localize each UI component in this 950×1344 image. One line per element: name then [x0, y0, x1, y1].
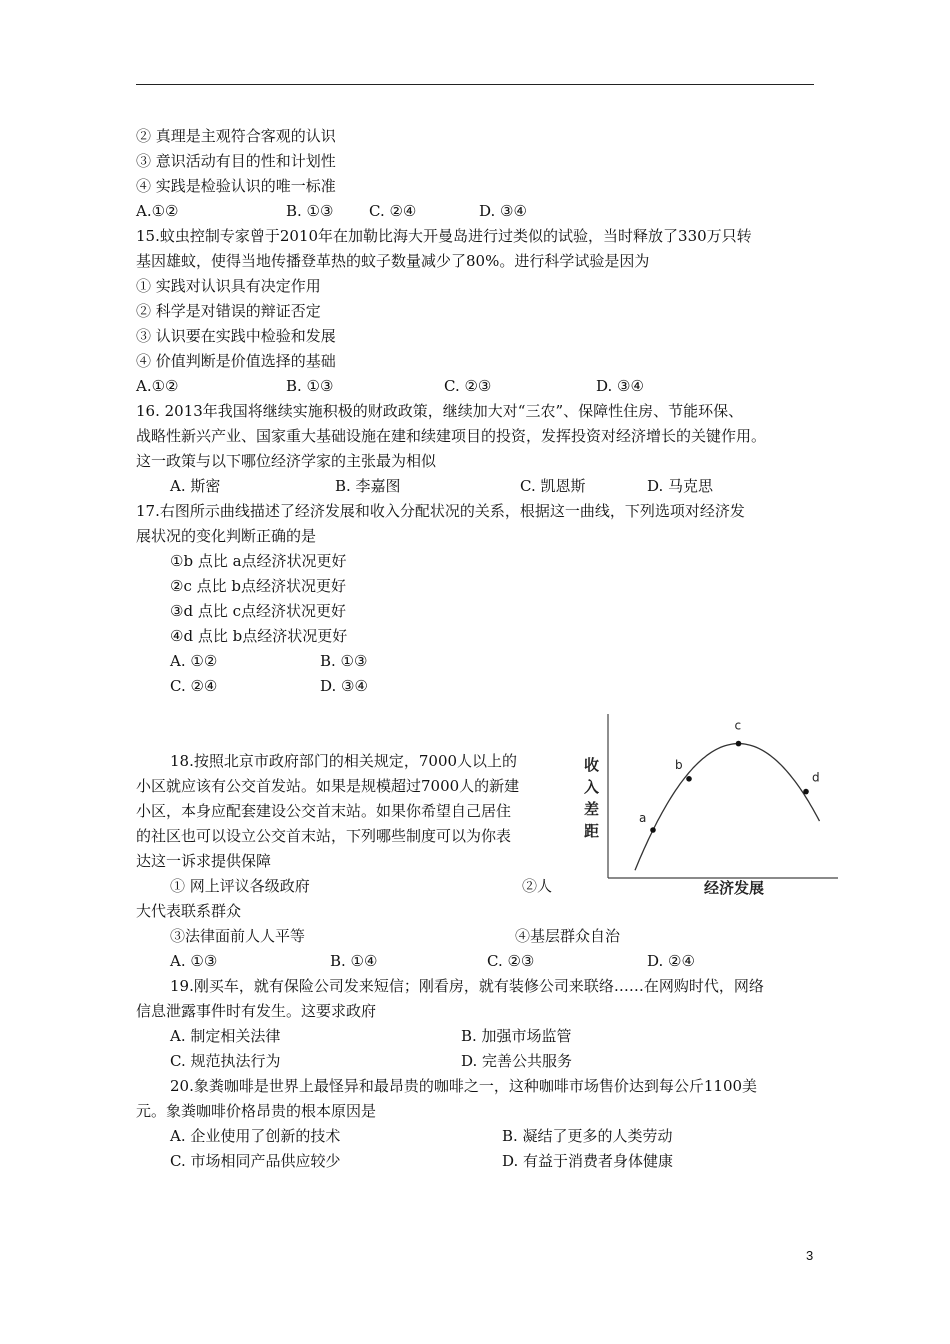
option-text: A.①② — [136, 202, 179, 220]
option-text: A. 企业使用了创新的技术 — [170, 1127, 341, 1145]
header-rule — [136, 84, 814, 85]
text-line: 17.右图所示曲线描述了经济发展和收入分配状况的关系，根据这一曲线，下列选项对经济发 — [136, 502, 745, 520]
option-text: B. 加强市场监管 — [461, 1027, 572, 1045]
text-line: ③d 点比 c点经济状况更好 — [170, 602, 346, 620]
option-text: D. ③④ — [479, 202, 527, 220]
option-text: A.①② — [136, 377, 179, 395]
text-line: 20.象粪咖啡是世界上最怪异和最昂贵的咖啡之一，这种咖啡市场售价达到每公斤1100美 — [170, 1077, 758, 1095]
point-label-a: a — [639, 811, 647, 825]
text-line: 展状况的变化判断正确的是 — [136, 527, 317, 545]
text-line: 战略性新兴产业、国家重大基础设施在建和续建项目的投资，发挥投资对经济增长的关键作用。 — [136, 427, 767, 445]
text-line: 16. 2013年我国将继续实施积极的财政政策，继续加大对“三农”、保障性住房、节能环保、 — [136, 402, 744, 420]
income-gap-curve-chart — [584, 700, 845, 900]
option-text: B. ①③ — [286, 202, 334, 220]
option-text: D. 有益于消费者身体健康 — [502, 1152, 674, 1170]
y-axis-label-1: 收 — [584, 756, 600, 774]
option-text: B. 凝结了更多的人类劳动 — [502, 1127, 673, 1145]
text-line: 基因雄蚊，使得当地传播登革热的蚊子数量减少了80%。进行科学试验是因为 — [136, 252, 650, 270]
y-axis-label-2: 入 — [584, 778, 600, 796]
text-line: ③ 认识要在实践中检验和发展 — [136, 327, 336, 345]
option-text: B. ①③ — [320, 652, 368, 670]
option-text: D. ②④ — [647, 952, 695, 970]
text-line: ② 真理是主观符合客观的认识 — [136, 127, 336, 145]
text-line: ④ 价值判断是价值选择的基础 — [136, 352, 336, 370]
text-line: 19.刚买车，就有保险公司发来短信；刚看房，就有装修公司来联络……在网购时代，网络 — [170, 977, 764, 995]
option-text: C. 规范执法行为 — [170, 1052, 281, 1070]
option-text: A. 斯密 — [170, 477, 221, 495]
point-d — [803, 789, 809, 795]
option-text: A. ①② — [170, 652, 218, 670]
option-text: C. ②③ — [487, 952, 535, 970]
text-line: ④d 点比 b点经济状况更好 — [170, 627, 348, 645]
point-label-b: b — [675, 757, 683, 772]
text-line: 信息泄露事件时有发生。这要求政府 — [136, 1002, 377, 1020]
option-text: D. 完善公共服务 — [461, 1052, 573, 1070]
text-line: ②c 点比 b点经济状况更好 — [170, 577, 346, 595]
y-axis-label-3: 差 — [584, 800, 600, 818]
option-text: C. ②④ — [170, 677, 218, 695]
option-text: D. 马克思 — [647, 477, 714, 495]
page-number: 3 — [806, 1248, 814, 1263]
text-line: ④ 实践是检验认识的唯一标准 — [136, 177, 336, 195]
option-text: ① 网上评议各级政府 — [170, 877, 310, 895]
option-text: C. ②③ — [444, 377, 492, 395]
text-line: 达这一诉求提供保障 — [136, 852, 272, 870]
curve-line — [635, 744, 820, 871]
text-line: 这一政策与以下哪位经济学家的主张最为相似 — [136, 452, 437, 470]
text-line: 小区就应该有公交首发站。如果是规模超过7000人的新建 — [136, 777, 520, 795]
point-label-d: d — [812, 770, 820, 785]
text-line: ② 科学是对错误的辩证否定 — [136, 302, 321, 320]
text-line: 元。象粪咖啡价格昂贵的根本原因是 — [136, 1102, 377, 1120]
text-line: 18.按照北京市政府部门的相关规定，7000人以上的 — [170, 752, 518, 770]
option-text: ③法律面前人人平等 — [170, 927, 306, 945]
text-line: ① 实践对认识具有决定作用 — [136, 277, 321, 295]
text-line: 大代表联系群众 — [136, 902, 242, 920]
option-text: B. 李嘉图 — [335, 477, 401, 495]
y-axis-label-4: 距 — [584, 822, 600, 840]
text-line: 小区，本身应配套建设公交首末站。如果你希望自己居住 — [136, 802, 512, 820]
option-text: ④基层群众自治 — [515, 927, 621, 945]
option-text: A. 制定相关法律 — [170, 1027, 281, 1045]
option-text: A. ①③ — [170, 952, 218, 970]
text-line: ③ 意识活动有目的性和计划性 — [136, 152, 336, 170]
point-label-c: c — [734, 718, 742, 733]
point-a — [650, 827, 656, 833]
x-axis-label: 经济发展 — [704, 879, 765, 897]
option-text: B. ①④ — [330, 952, 378, 970]
point-b — [686, 776, 692, 782]
option-text: C. 凯恩斯 — [520, 477, 586, 495]
option-text: C. ②④ — [369, 202, 417, 220]
option-text: C. 市场相同产品供应较少 — [170, 1152, 341, 1170]
text-line: ①b 点比 a点经济状况更好 — [170, 552, 347, 570]
option-text: ②人 — [522, 877, 553, 895]
text-line: 15.蚊虫控制专家曾于2010年在加勒比海大开曼岛进行过类似的试验，当时释放了330万只转 — [136, 227, 752, 245]
point-c — [736, 741, 742, 747]
option-text: D. ③④ — [596, 377, 644, 395]
option-text: D. ③④ — [320, 677, 368, 695]
text-line: 的社区也可以设立公交首末站，下列哪些制度可以为你表 — [136, 827, 512, 845]
option-text: B. ①③ — [286, 377, 334, 395]
